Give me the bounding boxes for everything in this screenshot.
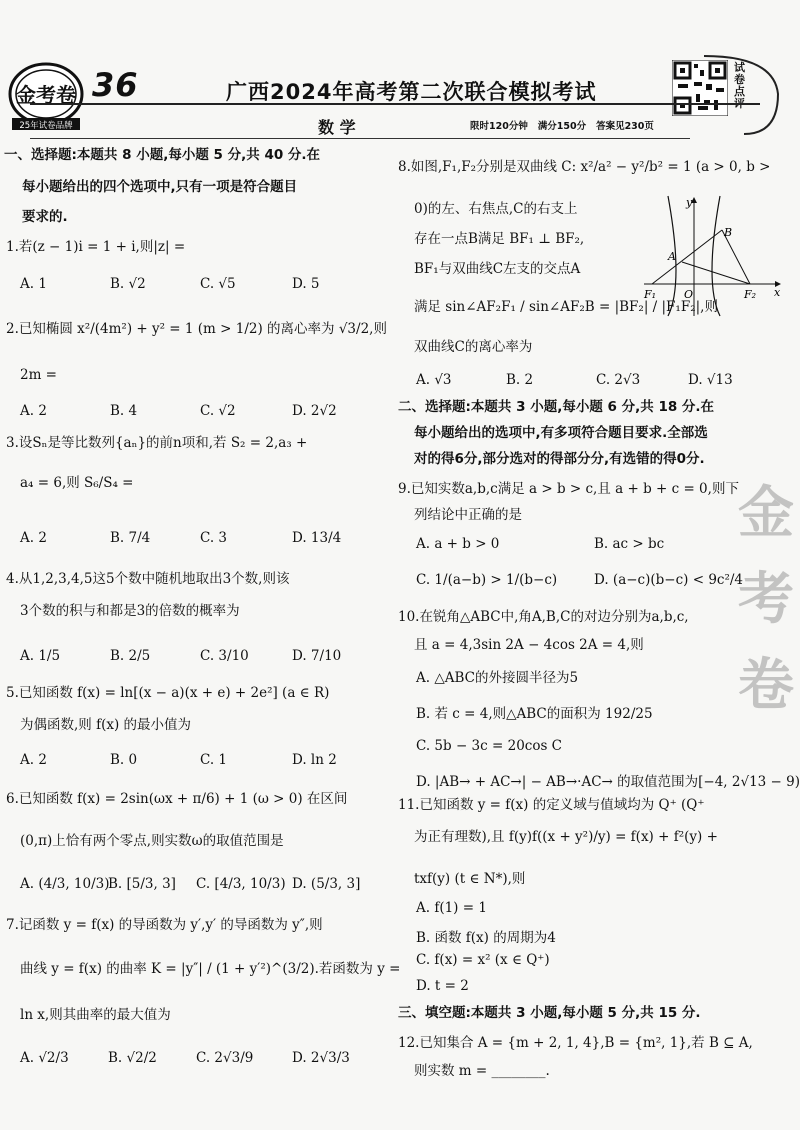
q11-stem-line3: txf(y) (t ∈ N*),则: [414, 871, 526, 887]
subject-label: 数 学: [318, 118, 356, 137]
q5-option-a: A. 2: [20, 752, 47, 768]
q12-stem-line2: 则实数 m = ________.: [414, 1063, 550, 1079]
q8-stem-line3: 存在一点B满足 BF₁ ⊥ BF₂,: [414, 231, 585, 247]
q10-stem-line1: 10.在锐角△ABC中,角A,B,C的对边分别为a,b,c,: [398, 609, 689, 625]
subheader-rule: [30, 138, 690, 139]
q3-option-d: D. 13/4: [292, 530, 342, 546]
q6-option-d: D. (5/3, 3]: [292, 876, 361, 892]
section2-line3: 对的得6分,部分选对的得部分分,有选错的得0分.: [414, 451, 705, 467]
q9-option-d: D. (a−c)(b−c) < 9c²/4: [594, 572, 744, 588]
section1-line1: 一、选择题:本题共 8 小题,每小题 5 分,共 40 分.在: [4, 147, 321, 163]
q1-option-a: A. 1: [20, 276, 47, 292]
q10-stem-line2: 且 a = 4,3sin 2A − 4cos 2A = 4,则: [414, 637, 644, 653]
q3-stem-line2: a₄ = 6,则 S₆/S₄ =: [20, 475, 134, 491]
logo-text: 金考卷: [16, 83, 76, 107]
q11-option-c: C. f(x) = x² (x ∈ Q⁺): [416, 952, 550, 968]
q6-option-b: B. [5/3, 3]: [108, 876, 176, 892]
q5-stem-line2: 为偶函数,则 f(x) 的最小值为: [20, 717, 192, 733]
q10-option-d: D. |AB→ + AC→| − AB→·AC→ 的取值范围为[−4, 2√13 − 9): [416, 774, 800, 790]
logo-ribbon: 25年试卷品牌: [19, 121, 73, 131]
section2-line1: 二、选择题:本题共 3 小题,每小题 6 分,共 18 分.在: [398, 399, 715, 415]
q4-option-b: B. 2/5: [110, 648, 151, 664]
header-curve: [704, 54, 784, 136]
q10-option-b: B. 若 c = 4,则△ABC的面积为 192/25: [416, 706, 653, 722]
q9-stem-line2: 列结论中正确的是: [414, 507, 522, 523]
section2-line2: 每小题给出的选项中,有多项符合题目要求.全部选: [414, 425, 708, 441]
label-y: y: [686, 196, 693, 209]
q2-stem-line2: 2m =: [20, 367, 57, 383]
q6-option-c: C. [4/3, 10/3): [196, 876, 286, 892]
q7-stem-line3: ln x,则其曲率的最大值为: [20, 1007, 171, 1023]
header-rule: [30, 103, 760, 105]
q1-stem: 1.若(z − 1)i = 1 + i,则|z| =: [6, 239, 186, 255]
q9-option-b: B. ac > bc: [594, 536, 665, 552]
q6-stem-line1: 6.已知函数 f(x) = 2sin(ωx + π/6) + 1 (ω > 0) 在区间: [6, 791, 348, 807]
q8-option-a: A. √3: [416, 372, 452, 388]
q5-option-d: D. ln 2: [292, 752, 337, 768]
brand-logo: [6, 58, 86, 134]
q7-option-a: A. √2/3: [20, 1050, 69, 1066]
q1-option-b: B. √2: [110, 276, 146, 292]
q5-option-c: C. 1: [200, 752, 228, 768]
q11-option-a: A. f(1) = 1: [416, 900, 487, 916]
q11-stem-line1: 11.已知函数 y = f(x) 的定义域与值域均为 Q⁺ (Q⁺: [398, 797, 705, 813]
answer-page: 答案见230页: [596, 121, 654, 132]
q9-option-c: C. 1/(a−b) > 1/(b−c): [416, 572, 558, 588]
q11-option-b: B. 函数 f(x) 的周期为4: [416, 930, 556, 946]
q7-stem-line1: 7.记函数 y = f(x) 的导函数为 y′,y′ 的导函数为 y″,则: [6, 917, 323, 933]
q7-option-b: B. √2/2: [108, 1050, 157, 1066]
label-b: B: [724, 226, 733, 239]
q4-option-c: C. 3/10: [200, 648, 249, 664]
full-score: 满分150分: [537, 121, 587, 132]
q2-stem-line1: 2.已知椭圆 x²/(4m²) + y² = 1 (m > 1/2) 的离心率为 √3/2,则: [6, 321, 387, 337]
q7-option-d: D. 2√3/3: [292, 1050, 350, 1066]
q4-option-d: D. 7/10: [292, 648, 342, 664]
section3-heading: 三、填空题:本题共 3 小题,每小题 5 分,共 15 分.: [398, 1005, 701, 1021]
q11-stem-line2: 为正有理数),且 f(y)f((x + y²)/y) = f(x) + f²(y) +: [414, 829, 718, 845]
right-branch: [712, 196, 720, 316]
q5-option-b: B. 0: [110, 752, 138, 768]
section1-line2: 每小题给出的四个选项中,只有一项是符合题目: [22, 179, 298, 195]
section1-line3: 要求的.: [22, 209, 68, 225]
hyperbola-figure: [640, 192, 790, 322]
label-f2: F₂: [744, 288, 757, 301]
q6-option-a: A. (4/3, 10/3): [20, 876, 110, 892]
q2-option-d: D. 2√2: [292, 403, 337, 419]
label-f1: F₁: [644, 288, 657, 301]
q8-option-c: C. 2√3: [596, 372, 641, 388]
q8-stem-line5: 满足 sin∠AF₂F₁ / sin∠AF₂B = |BF₂| / |F₁F₂|,则: [414, 299, 718, 315]
q8-stem-line1: 8.如图,F₁,F₂分别是双曲线 C: x²/a² − y²/b² = 1 (a > 0, b >: [398, 159, 771, 175]
logo-watermark: 金考卷: [738, 480, 794, 718]
q3-option-b: B. 7/4: [110, 530, 151, 546]
q3-option-c: C. 3: [200, 530, 228, 546]
q2-option-c: C. √2: [200, 403, 236, 419]
q7-stem-line2: 曲线 y = f(x) 的曲率 K = |y″| / (1 + y′²)^(3/2).若函数为 y =: [20, 961, 401, 977]
q1-option-d: D. 5: [292, 276, 320, 292]
q3-option-a: A. 2: [20, 530, 47, 546]
qr-label: 试卷点评: [734, 61, 745, 110]
exam-title: 广西2024年高考第二次联合模拟考试: [226, 80, 597, 104]
q2-option-a: A. 2: [20, 403, 47, 419]
q8-option-b: B. 2: [506, 372, 534, 388]
q4-stem-line2: 3个数的积与和都是3的倍数的概率为: [20, 603, 240, 619]
q8-stem-line4: BF₁与双曲线C左支的交点A: [414, 261, 581, 277]
label-o: O: [684, 288, 694, 301]
q8-stem-line6: 双曲线C的离心率为: [414, 339, 533, 355]
q11-option-d: D. t = 2: [416, 978, 469, 994]
q7-option-c: C. 2√3/9: [196, 1050, 254, 1066]
q3-stem-line1: 3.设Sₙ是等比数列{aₙ}的前n项和,若 S₂ = 2,a₃ +: [6, 435, 308, 451]
time-limit: 限时120分钟: [470, 121, 528, 132]
q4-stem-line1: 4.从1,2,3,4,5这5个数中随机地取出3个数,则该: [6, 571, 290, 587]
q12-stem-line1: 12.已知集合 A = {m + 2, 1, 4},B = {m², 1},若 B ⊆ A,: [398, 1035, 753, 1051]
q8-stem-line2: 0)的左、右焦点,C的右支上: [414, 201, 578, 217]
q1-option-c: C. √5: [200, 276, 236, 292]
exam-meta: [470, 118, 654, 132]
q9-stem-line1: 9.已知实数a,b,c满足 a > b > c,且 a + b + c = 0,则下: [398, 481, 739, 497]
label-a: A: [668, 250, 676, 263]
q9-option-a: A. a + b > 0: [416, 536, 500, 552]
q5-stem-line1: 5.已知函数 f(x) = ln[(x − a)(x + e) + 2e²] (a ∈ R): [6, 685, 330, 701]
page-number: 36: [92, 66, 139, 104]
q8-option-d: D. √13: [688, 372, 733, 388]
q4-option-a: A. 1/5: [20, 648, 61, 664]
label-x: x: [774, 286, 781, 299]
q10-option-c: C. 5b − 3c = 20cos C: [416, 738, 563, 754]
q2-option-b: B. 4: [110, 403, 138, 419]
q10-option-a: A. △ABC的外接圆半径为5: [416, 670, 579, 686]
q6-stem-line2: (0,π)上恰有两个零点,则实数ω的取值范围是: [20, 833, 284, 849]
